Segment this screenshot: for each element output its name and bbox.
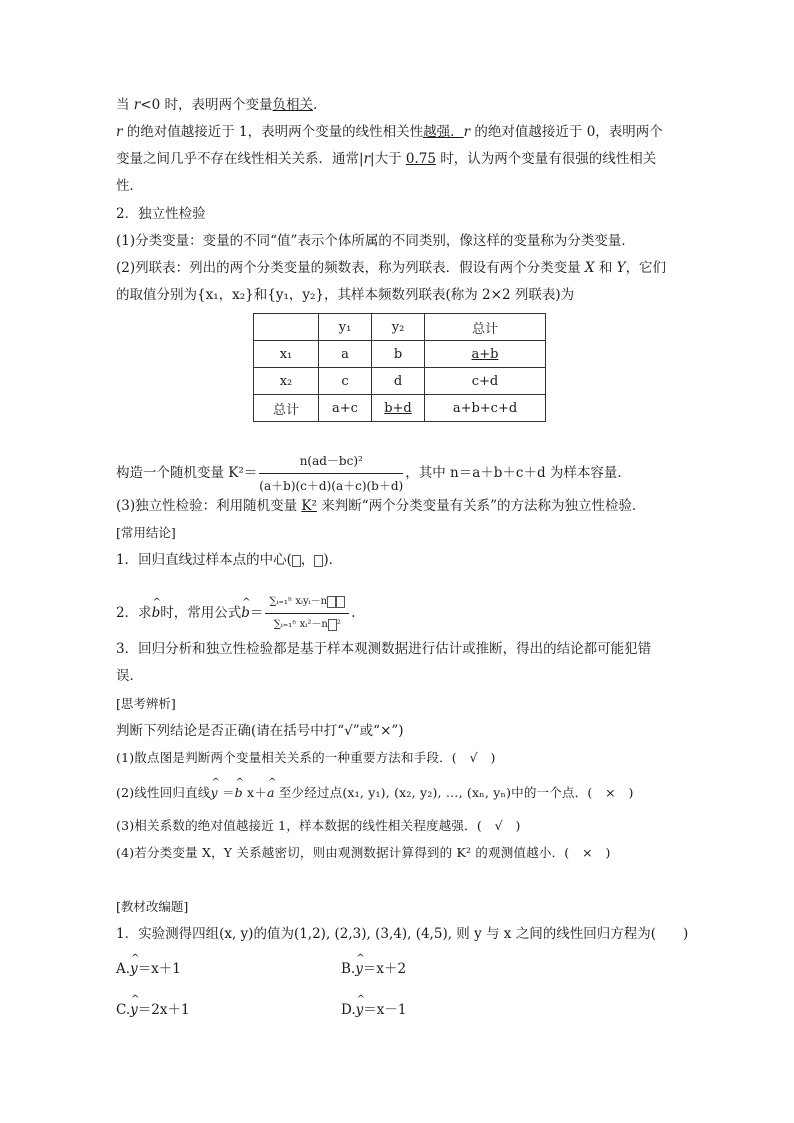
option-b: B.^ y＝x＋2 (341, 960, 406, 978)
think-q1: (1)散点图是判断两个变量相关关系的一种重要方法和手段．( √ ) (116, 750, 496, 765)
y-bar-icon (314, 555, 323, 567)
common-3b: 误． (116, 668, 143, 684)
b-hat: ^ b (235, 784, 243, 802)
y-hat: ^ y (355, 960, 363, 978)
text: 当 (116, 97, 134, 113)
think-q2 (116, 784, 634, 802)
textbook-heading: [教材改编题] (116, 899, 189, 914)
fraction-denominator: ∑ᵢ₌₁ⁿ xᵢ²－n ² (273, 619, 341, 630)
table-row (254, 368, 546, 395)
text: 的绝对值越接近于 0，表明两个 (470, 124, 663, 140)
text: ，其中 n＝a＋b＋c＋d 为样本容量． (405, 465, 631, 481)
text: . (312, 97, 318, 113)
table-cell: y₁ (319, 314, 372, 341)
y-hat: ^ y (356, 1001, 364, 1019)
text: 2．求 (116, 605, 152, 621)
text: ＝ (217, 785, 235, 800)
k2-fraction (259, 450, 403, 497)
x-bar-icon (292, 555, 301, 567)
y-hat: ^ y (211, 784, 218, 802)
text: 来判断“两个分类变量有关系”的方法称为独立性检验． (316, 498, 646, 514)
var-r: r (463, 124, 471, 140)
var-r: r (116, 124, 123, 140)
contingency-table (253, 313, 546, 422)
y-hat: ^ y (130, 960, 138, 978)
table-cell: y₂ (372, 314, 425, 341)
textbook-q1: 1．实验测得四组(x, y)的值为(1,2), (2,3), (3,4), (4,5), 则 y 与 x 之间的线性回归方程为( ) (116, 926, 689, 942)
text: <0 时，表明两个变量 (140, 97, 273, 113)
table-cell: d (372, 368, 425, 395)
text-line-3 (116, 150, 656, 168)
a-hat: ^ a (267, 784, 275, 802)
text: (3)独立性检验：利用随机变量 (116, 498, 302, 514)
section-heading: 2．独立性检验 (116, 206, 206, 222)
text-line-1 (116, 96, 317, 114)
x-bar-icon (328, 619, 337, 631)
text: ，它们 (625, 260, 667, 276)
text: 至少经过点(x₁, y₁), (x₂, y₂), …, (xₙ, yₙ)中的一个点．( × ) (274, 785, 634, 800)
var-X: X (584, 260, 595, 276)
text: 时，认为两个变量有很强的线性相关 (435, 151, 657, 167)
text-line-7 (116, 259, 666, 277)
table-cell: b+d (372, 395, 425, 422)
think-heading: [思考辨析] (116, 696, 176, 711)
var-r: r (363, 151, 371, 167)
common-2: 2．求^ b时，常用公式^ b＝ $\frac{\text{∑ᵢ₌₁ⁿ xᵢyᵢ－n}}{\text{∑ᵢ₌₁ⁿ xᵢ²－n ²}}$ . (116, 592, 355, 635)
underlined-term: 0.75 (405, 151, 436, 167)
think-q3: (3)相关系数的绝对值越接近 1，样本数据的线性相关程度越强．( √ ) (116, 818, 521, 833)
b-hat: ^ b (241, 603, 250, 623)
option-d: D.^ y＝x－1 (341, 1001, 406, 1019)
table-cell: b (372, 341, 425, 368)
think-q4: (4)若分类变量 X，Y 关系越密切，则由观测数据计算得到的 K² 的观测值越小．( × ) (116, 845, 611, 860)
table-header-row (254, 314, 546, 341)
table-cell: a+c (319, 395, 372, 422)
table-cell: c+d (425, 368, 546, 395)
text: ＝ (249, 605, 264, 621)
text: (2)线性回归直线 (116, 785, 211, 800)
text: 和 (594, 260, 617, 276)
text: )． (323, 552, 343, 568)
text: x＋ (242, 785, 267, 800)
table-cell: 总计 (254, 395, 319, 422)
text: 时，常用公式 (160, 605, 242, 621)
underlined-term: 越强． (423, 124, 464, 140)
option-c: C.^ y＝2x＋1 (116, 1001, 190, 1019)
b-formula-fraction (265, 592, 349, 635)
think-intro: 判断下列结论是否正确(请在括号中打“√”或“×”) (116, 723, 404, 739)
table-cell: c (319, 368, 372, 395)
b-hat: ^ b (152, 603, 161, 623)
table-cell: a+b (425, 341, 546, 368)
y-bar-icon (336, 596, 345, 608)
y-hat: ^ y (130, 1001, 138, 1019)
text-line-2 (116, 123, 663, 141)
fraction-numerator: ∑ᵢ₌₁ⁿ xᵢyᵢ－n (265, 592, 349, 614)
var-Y: Y (616, 260, 626, 276)
table-cell: a (319, 341, 372, 368)
text: 1．回归直线过样本点的中心( (116, 552, 292, 568)
text: 变量之间几乎不存在线性相关关系．通常| (116, 151, 364, 167)
table-cell: x₁ (254, 341, 319, 368)
x-bar-icon (327, 596, 336, 608)
table-cell (254, 314, 319, 341)
text: 构造一个随机变量 K²＝ (116, 465, 258, 481)
underlined-term: K² (301, 498, 317, 514)
text: 的绝对值越接近于 1，表明两个变量的线性相关性 (122, 124, 424, 140)
table-cell: x₂ (254, 368, 319, 395)
table-row (254, 341, 546, 368)
var-r: r (133, 97, 141, 113)
common-1 (116, 551, 342, 569)
fraction-numerator: n(ad－bc)² (259, 450, 403, 474)
fraction-denominator: (a＋b)(c＋d)(a＋c)(b＋d) (259, 479, 404, 493)
common-3a: 3．回归分析和独立性检验都是基于样本观测数据进行估计或推断，得出的结论都可能犯错 (116, 641, 652, 657)
option-a: A.^ y＝x＋1 (116, 960, 181, 978)
text-line-8: 的取值分别为{x₁，x₂}和{y₁，y₂}，其样本频数列联表(称为 2×2 列联表)为 (116, 287, 575, 303)
table-cell: a+b+c+d (425, 395, 546, 422)
text-line-6: (1)分类变量：变量的不同“值”表示个体所属的不同类别，像这样的变量称为分类变量． (116, 233, 635, 249)
common-heading: [常用结论] (116, 525, 176, 540)
k2-formula-line (116, 450, 631, 497)
underlined-term: 负相关 (272, 97, 313, 113)
table-row (254, 395, 546, 422)
text: (2)列联表：列出的两个分类变量的频数表，称为列联表．假设有两个分类变量 (116, 260, 585, 276)
table-cell: 总计 (425, 314, 546, 341)
text: ， (300, 552, 315, 568)
text: |大于 (370, 151, 406, 167)
text-line-4: 性． (116, 178, 143, 194)
text-line-indep (116, 497, 646, 515)
